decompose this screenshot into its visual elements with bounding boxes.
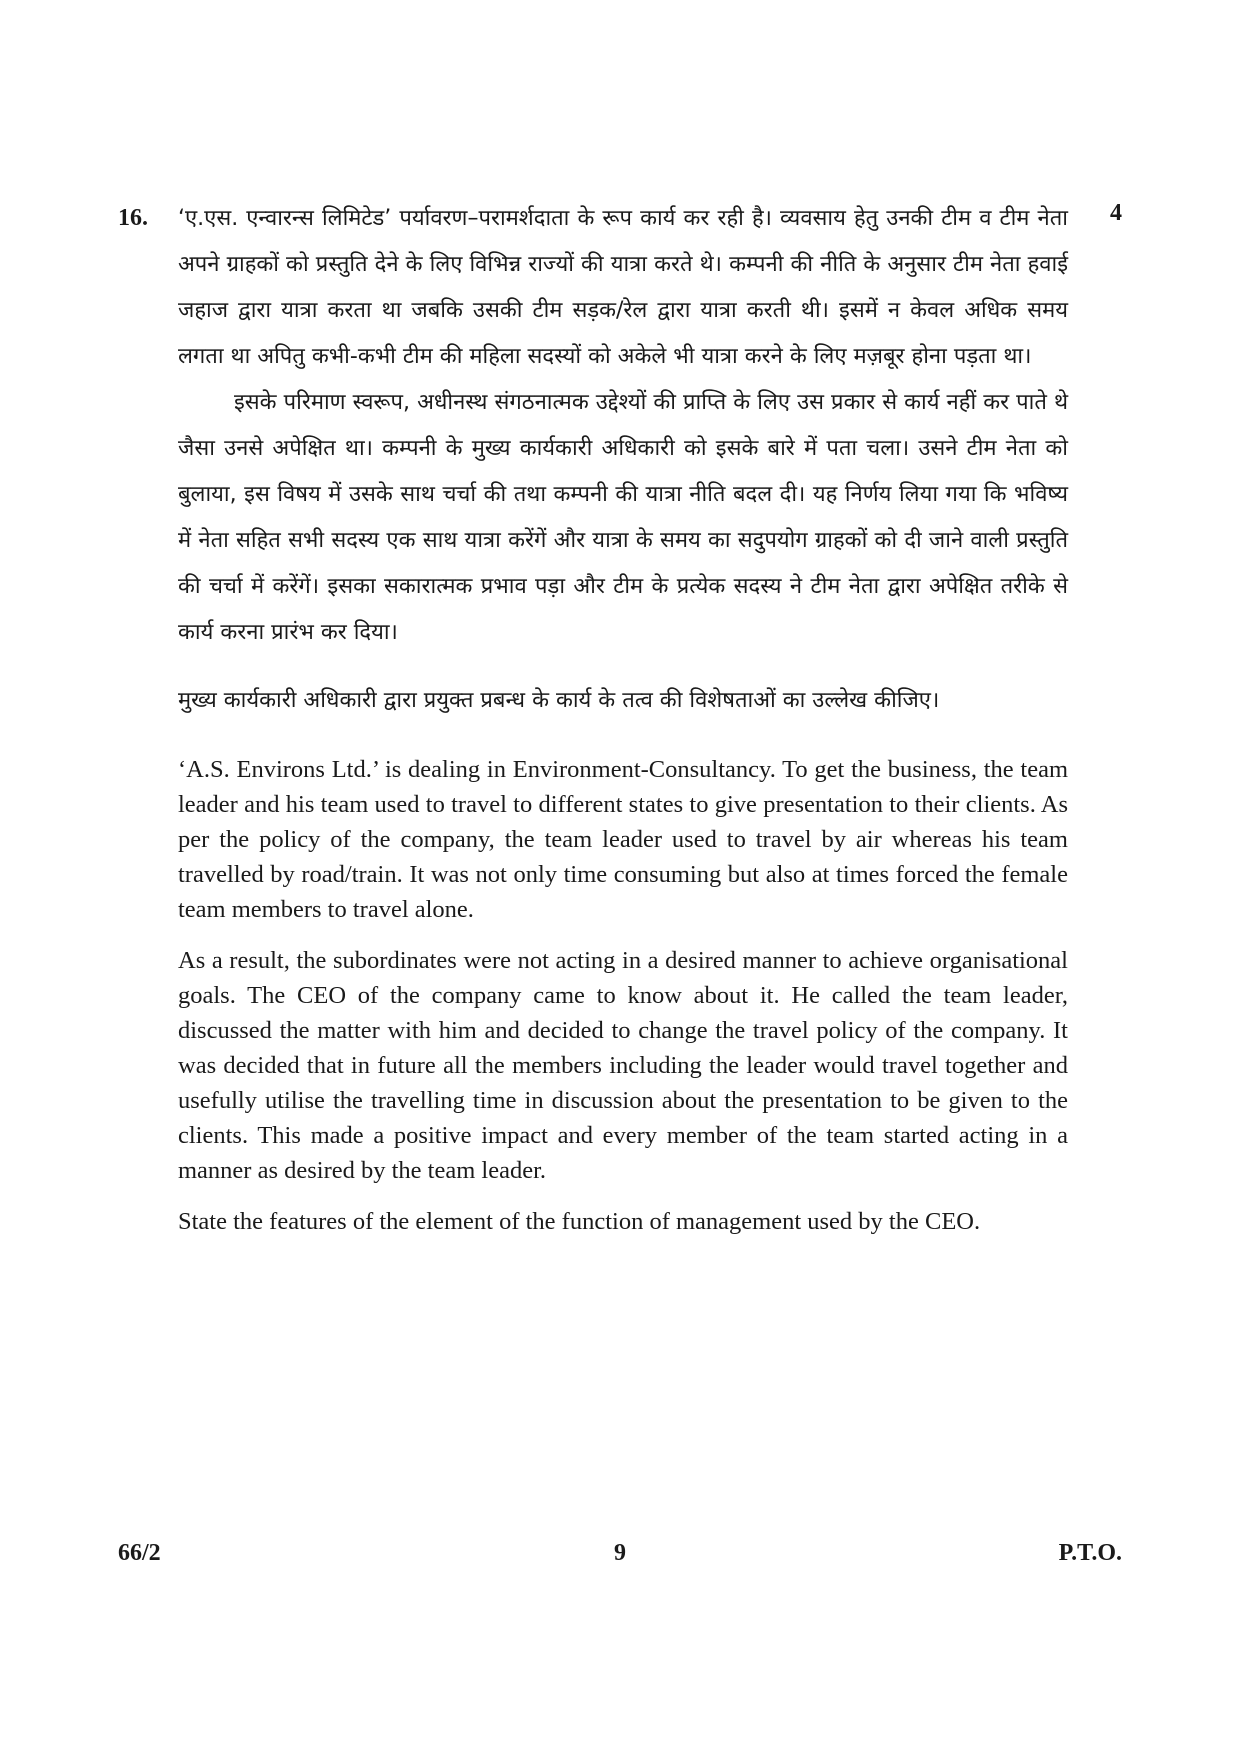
paper-code: 66/2	[118, 1540, 161, 1566]
hindi-paragraph-1: ‘ए.एस. एन्वारन्स लिमिटेड’ पर्यावरण–परामर्शदाता के रूप कार्य कर रही है। व्यवसाय हेतु उनकी टीम व टीम नेता अपने ग्राहकों को प्रस्तुति देने के लिए विभिन्न राज्यों की यात्रा करते थे। कम्पनी की नीति के अनुसार टीम नेता हवाई जहाज द्वारा यात्रा करता था जबकि उसकी टीम सड़क/रेल द्वारा यात्रा करती थी। इसमें न केवल अधिक समय लगता था अपितु कभी-कभी टीम की महिला सदस्यों को अकेले भी यात्रा करने के लिए मज़बूर होना पड़ता था।	[178, 206, 1068, 369]
page-number: 9	[614, 1540, 626, 1566]
question-number: 16.	[118, 205, 148, 231]
hindi-question-prompt: मुख्य कार्यकारी अधिकारी द्वारा प्रयुक्त प्रबन्ध के कार्य के तत्व की विशेषताओं का उल्लेख कीजिए।	[178, 688, 940, 713]
question-marks: 4	[1110, 200, 1122, 226]
pto-label: P.T.O.	[1058, 1540, 1122, 1566]
question-content	[178, 196, 1068, 1239]
hindi-paragraph-2: इसके परिमाण स्वरूप, अधीनस्थ संगठनात्मक उद्देश्यों की प्राप्ति के लिए उस प्रकार से कार्य नहीं कर पाते थे जैसा उनसे अपेक्षित था। कम्पनी के मुख्य कार्यकारी अधिकारी को इसके बारे में पता चला। उसने टीम नेता को बुलाया, इस विषय में उसके साथ चर्चा की तथा कम्पनी की यात्रा नीति बदल दी। यह निर्णय लिया गया कि भविष्य में नेता सहित सभी सदस्य एक साथ यात्रा करेंगें और यात्रा के समय का सदुपयोग ग्राहकों को दी जाने वाली प्रस्तुति की चर्चा में करेंगें। इसका सकारात्मक प्रभाव पड़ा और टीम के प्रत्येक सदस्य ने टीम नेता द्वारा अपेक्षित तरीके से कार्य करना प्रारंभ कर दिया।	[178, 390, 1068, 645]
english-paragraph-2: As a result, the subordinates were not acting in a desired manner to achieve organisational goals. The CEO of the company came to know about it. He called the team leader, discussed the matter with him and decided to change the travel policy of the company. It was decided that in future all the members including the leader would travel together and usefully utilise the travelling time in discussion about the presentation to be given to the clients. This made a positive impact and every member of the team started acting in a manner as desired by the team leader.	[178, 947, 1068, 1184]
english-paragraph-1: ‘A.S. Environs Ltd.’ is dealing in Environment-Consultancy. To get the business, the team leader and his team used to travel to different states to give presentation to their clients. As per the policy of the company, the team leader used to travel by air whereas his team travelled by road/train. It was not only time consuming but also at times forced the female team members to travel alone.	[178, 756, 1068, 923]
english-question-prompt: State the features of the element of the function of management used by the CEO.	[178, 1208, 981, 1235]
